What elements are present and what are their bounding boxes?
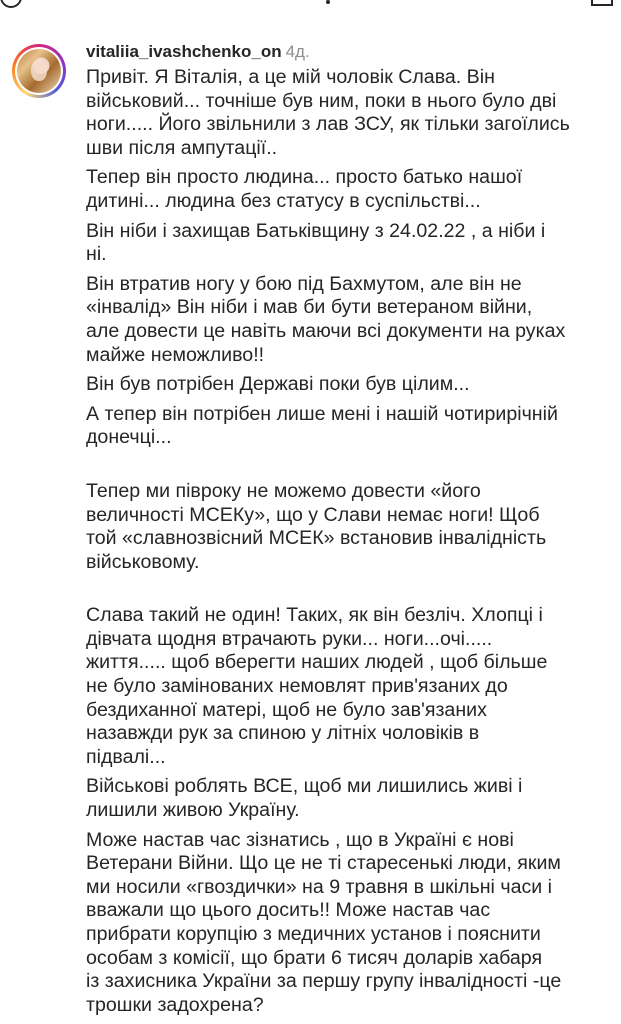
cropped-dot (326, 0, 330, 4)
comment-paragraph: А тепер він потрібен лише мені і нашій чотирирічній донечці... (86, 402, 558, 449)
cropped-icon (591, 0, 613, 6)
comment-paragraph: Може настав час зізнатись , що в Україні є нові Ветерани Війни. Що це не ті старесенькі люди, яким ми носили «гвоздички» на 9 травня в шкільні часи і вважали що цього досить!! Може настав час прибрати корупцію з медичних установ і пояснити особам з комісії, що брати 6 тисяч доларів хабаря із захисника України за першу групу інвалідності -це трошки задохрена? (86, 828, 562, 1016)
comment-paragraph: Привіт. Я Віталія, а це мій чоловік Слава. Він військовий... точніше був ним, поки в нього було дві ноги..... Його звільнили з лав ЗСУ, як тільки загоїлись шви після ампутації.. (86, 66, 570, 159)
comment-paragraph: Військові роблять ВСЕ, щоб ми лишились живі і лишили живою Україну. (86, 775, 523, 822)
comment-paragraph: Слава такий не один! Таких, як він безліч. Хлопці і дівчата щодня втрачають руки... ноги...очі..... життя..... щоб вберегти наших людей , щоб більше не було замінованих немовлят прив'язаних до бездиханної матері, щоб не було зав'язаних назавжди рук за спиною у літніх чоловіків в підвалі... (86, 604, 548, 768)
username-link[interactable]: vitaliia_ivashchenko_on (86, 42, 282, 61)
comment-paragraph: Він був потрібен Державі поки був цілим... (86, 373, 470, 396)
avatar-ring-inner (15, 47, 63, 95)
avatar-photo (17, 49, 61, 93)
comment-timestamp: 4д. (285, 42, 310, 61)
top-cropped-toolbar (0, 0, 621, 8)
comment-paragraph: Тепер ми півроку не можемо довести «його величності МСЕКу», що у Слави немає ноги! Щоб той «славнозвісний МСЕК» встановив інвалідність військовому. (86, 479, 547, 573)
comment-paragraph: Він втратив ногу у бою під Бахмутом, але він не «інвалід» Він ніби і мав би бути ветераном війни, але довести це навіть маючи всі документи на руках майже неможливо!! (86, 272, 566, 366)
avatar[interactable] (12, 44, 66, 98)
comment-header (86, 42, 310, 62)
comment-paragraph: Він ніби і захищав Батьківщину з 24.02.22 , а ніби і ні. (86, 219, 546, 266)
comment-text (86, 66, 608, 1017)
cropped-icon (0, 0, 22, 8)
comment-paragraph: Тепер він просто людина... просто батько нашої дитині... людина без статусу в суспільстві... (86, 166, 523, 212)
